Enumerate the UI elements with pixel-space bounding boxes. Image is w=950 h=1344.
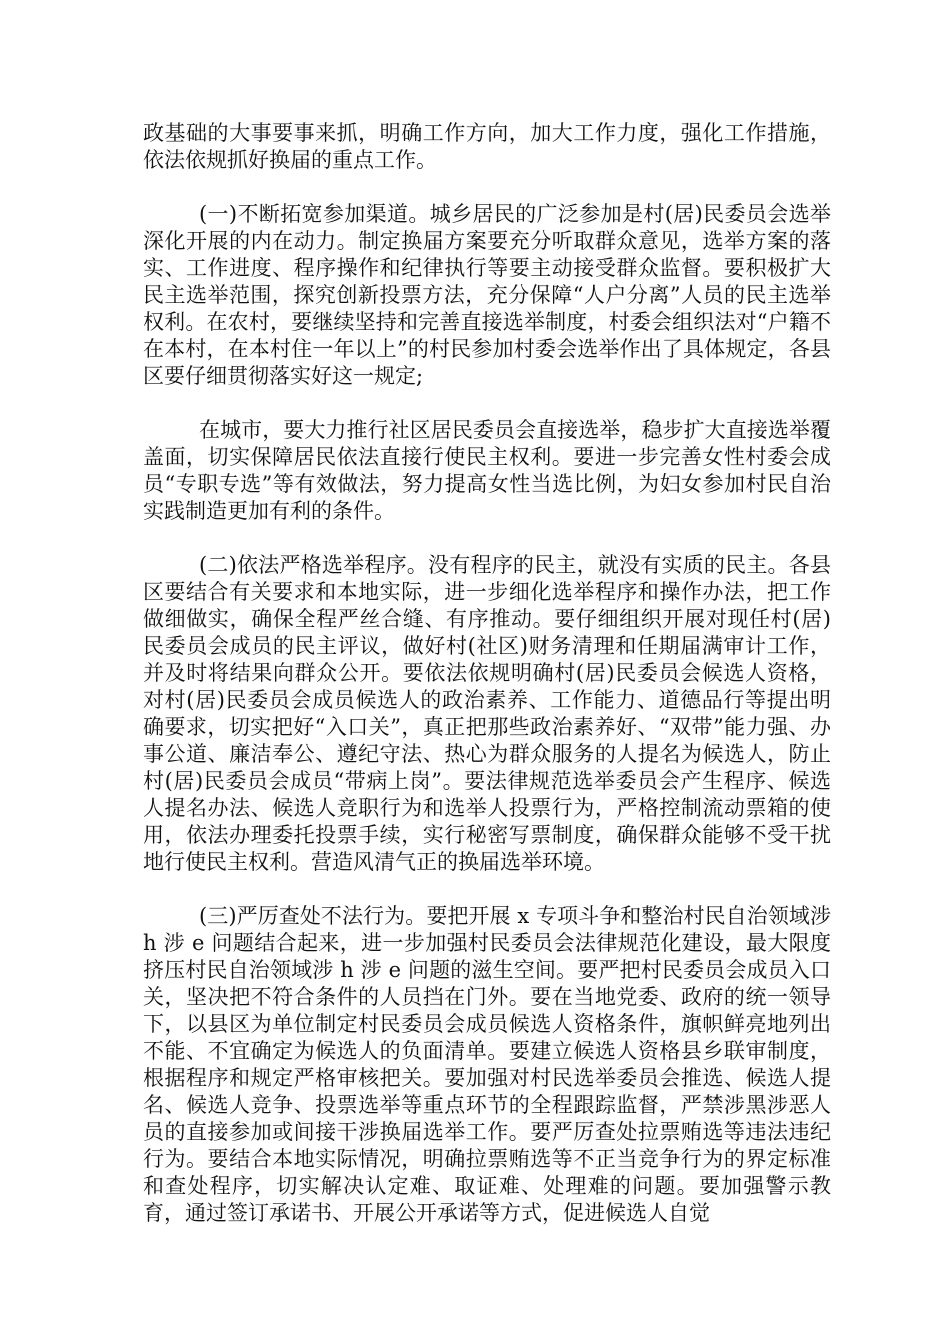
paragraph-section-3: (三)严厉查处不法行为。要把开展 x 专项斗争和整治村民自治领域涉 h 涉 e 问题结合起来，进一步加强村民委员会法律规范化建设，最大限度挤压村民自治领域涉 h 涉 e 问题的滋生空间。要严把村民委员会成员入口关，坚决把不符合条件的人员挡在门外。要在当地党委、政府的统一领导下，以县区为单位制定村民委员会成员候选人资格条件，旗帜鲜亮地列出不能、不宜确定为候选人的负面清单。要建立候选人资格县乡联审制度，根据程序和规定严格审核把关。要加强对村民选举委员会推选、候选人提名、候选人竞争、投票选举等重点环节的全程跟踪监督，严禁涉黑涉恶人员的直接参加或间接干涉换届选举工作。要严厉查处拉票贿选等违法违纪行为。要结合本地实际情况，明确拉票贿选等不正当竞争行为的界定标准和查处程序，切实解决认定难、取证难、处理难的问题。要加强警示教育，通过签订承诺书、开展公开承诺等方式，促进候选人自觉 [143, 904, 831, 1225]
paragraph-continuation: 政基础的大事要事来抓，明确工作方向，加大工作力度，强化工作措施，依法依规抓好换届的重点工作。 [143, 121, 831, 172]
paragraph-section-1: (一)不断拓宽参加渠道。城乡居民的广泛参加是村(居)民委员会选举深化开展的内在动力。制定换届方案要充分听取群众意见，选举方案的落实、工作进度、程序操作和纪律执行等要主动接受群众监督。要积极扩大民主选举范围，探究创新投票方法，充分保障“人户分离”人员的民主选举权利。在农村，要继续坚持和完善直接选举制度，村委会组织法对“户籍不在本村，在本村住一年以上”的村民参加村委会选举作出了具体规定，各县区要仔细贯彻落实好这一规定; [143, 202, 831, 388]
paragraph-city-election: 在城市，要大力推行社区居民委员会直接选举，稳步扩大直接选举覆盖面，切实保障居民依法直接行使民主权利。要进一步完善女性村委会成员“专职专选”等有效做法，努力提高女性当选比例，为妇女参加村民自治实践制造更加有利的条件。 [143, 418, 831, 523]
paragraph-section-2: (二)依法严格选举程序。没有程序的民主，就没有实质的民主。各县区要结合有关要求和本地实际，进一步细化选举程序和操作办法，把工作做细做实，确保全程严丝合缝、有序推动。要仔细组织开展对现任村(居)民委员会成员的民主评议，做好村(社区)财务清理和任期届满审计工作，并及时将结果向群众公开。要依法依规明确村(居)民委员会候选人资格，对村(居)民委员会成员候选人的政治素养、工作能力、道德品行等提出明确要求，切实把好“入口关”，真正把那些政治素养好、“双带”能力强、办事公道、廉洁奉公、遵纪守法、热心为群众服务的人提名为候选人，防止村(居)民委员会成员“带病上岗”。要法律规范选举委员会产生程序、候选人提名办法、候选人竞职行为和选举人投票行为，严格控制流动票箱的使用，依法办理委托投票手续，实行秘密写票制度，确保群众能够不受干扰地行使民主权利。营造风清气正的换届选举环境。 [143, 553, 831, 874]
document-body [143, 120, 831, 1227]
